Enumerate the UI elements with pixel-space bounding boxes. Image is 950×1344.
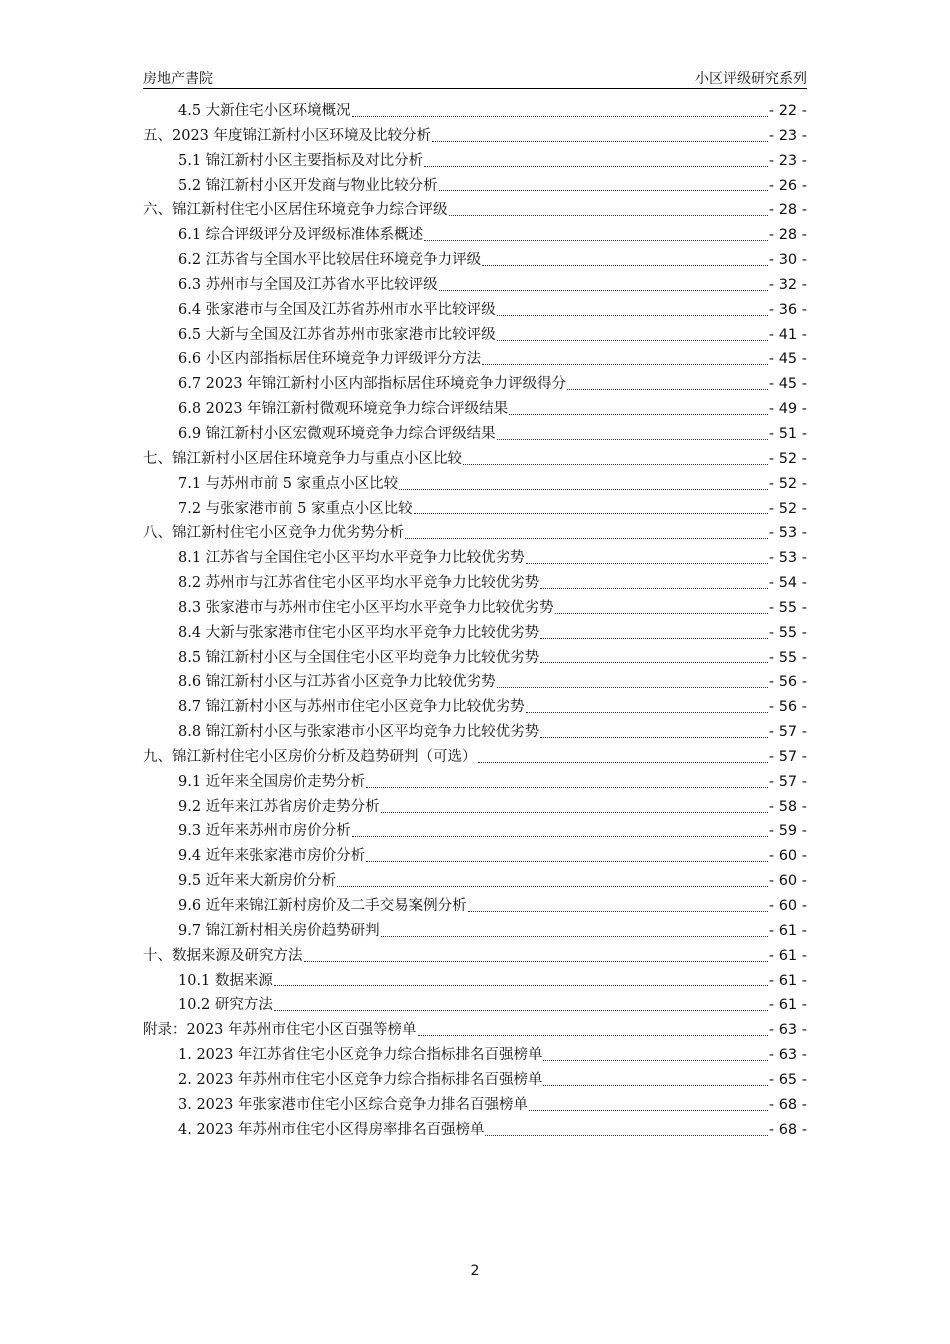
toc-leader-dots bbox=[274, 1010, 768, 1011]
toc-entry-page: - 68 - bbox=[768, 1096, 807, 1113]
toc-leader-dots bbox=[468, 911, 768, 912]
toc-leader-dots bbox=[304, 961, 768, 962]
toc-entry[interactable] bbox=[143, 745, 807, 770]
toc-entry-label: 5.1 锦江新村小区主要指标及对比分析 bbox=[178, 152, 424, 169]
toc-entry-page: - 55 - bbox=[768, 624, 807, 641]
toc-entry[interactable] bbox=[143, 298, 807, 323]
toc-leader-dots bbox=[567, 389, 768, 390]
toc-leader-dots bbox=[526, 563, 768, 564]
toc-entry-label: 五、2023 年度锦江新村小区环境及比较分析 bbox=[143, 127, 432, 144]
toc-entry-page: - 61 - bbox=[768, 997, 807, 1014]
toc-leader-dots bbox=[497, 439, 768, 440]
toc-entry[interactable] bbox=[143, 422, 807, 447]
toc-leader-dots bbox=[529, 1110, 768, 1111]
toc-entry-page: - 23 - bbox=[768, 127, 807, 144]
toc-entry-page: - 58 - bbox=[768, 798, 807, 815]
toc-entry[interactable] bbox=[143, 546, 807, 571]
toc-entry-page: - 26 - bbox=[768, 177, 807, 194]
toc-entry-label: 七、锦江新村小区居住环境竞争力与重点小区比较 bbox=[143, 450, 462, 467]
toc-entry[interactable] bbox=[143, 844, 807, 869]
toc-entry[interactable] bbox=[143, 347, 807, 372]
toc-entry-page: - 61 - bbox=[768, 922, 807, 939]
toc-entry-label: 3. 2023 年张家港市住宅小区综合竞争力排名百强榜单 bbox=[178, 1096, 528, 1113]
toc-leader-dots bbox=[540, 588, 768, 589]
toc-entry-page: - 28 - bbox=[768, 227, 807, 244]
toc-entry-label: 附录：2023 年苏州市住宅小区百强等榜单 bbox=[143, 1022, 417, 1039]
toc-entry-page: - 45 - bbox=[768, 351, 807, 368]
header-left-title: 房地产書院 bbox=[143, 71, 213, 87]
toc-leader-dots bbox=[540, 638, 768, 639]
toc-entry-page: - 22 - bbox=[768, 103, 807, 119]
toc-entry[interactable] bbox=[143, 919, 807, 944]
toc-entry-page: - 32 - bbox=[768, 276, 807, 293]
toc-entry[interactable] bbox=[143, 372, 807, 397]
toc-entry[interactable] bbox=[143, 695, 807, 720]
toc-entry-label: 8.2 苏州市与江苏省住宅小区平均水平竞争力比较优劣势 bbox=[178, 575, 540, 592]
toc-entry-label: 8.5 锦江新村小区与全国住宅小区平均竞争力比较优劣势 bbox=[178, 649, 540, 666]
toc-entry[interactable] bbox=[143, 944, 807, 969]
toc-entry-page: - 45 - bbox=[768, 376, 807, 393]
toc-entry[interactable] bbox=[143, 472, 807, 497]
toc-entry-page: - 68 - bbox=[768, 1121, 807, 1138]
toc-entry-page: - 23 - bbox=[768, 152, 807, 169]
toc-entry-label: 5.2 锦江新村小区开发商与物业比较分析 bbox=[178, 177, 438, 194]
toc-leader-dots bbox=[424, 166, 768, 167]
toc-entry-page: - 60 - bbox=[768, 873, 807, 890]
toc-entry-page: - 65 - bbox=[768, 1071, 807, 1088]
toc-entry-page: - 60 - bbox=[768, 898, 807, 914]
toc-entry-page: - 61 - bbox=[768, 947, 807, 964]
toc-entry[interactable] bbox=[143, 646, 807, 671]
toc-entry[interactable] bbox=[143, 670, 807, 695]
toc-entry[interactable] bbox=[143, 1118, 807, 1143]
header-right-title: 小区评级研究系列 bbox=[695, 71, 807, 87]
toc-entry-page: - 52 - bbox=[768, 500, 807, 517]
toc-leader-dots bbox=[485, 1135, 767, 1136]
toc-entry-page: - 28 - bbox=[768, 202, 807, 219]
toc-leader-dots bbox=[540, 737, 768, 738]
toc-entry[interactable] bbox=[143, 174, 807, 199]
toc-leader-dots bbox=[352, 116, 768, 117]
toc-entry[interactable] bbox=[143, 795, 807, 820]
toc-entry-page: - 56 - bbox=[768, 699, 807, 716]
toc-entry-label: 8.1 江苏省与全国住宅小区平均水平竞争力比较优劣势 bbox=[178, 550, 525, 567]
toc-leader-dots bbox=[543, 1060, 767, 1061]
toc-entry-label: 6.2 江苏省与全国水平比较居住环境竞争力评级 bbox=[178, 252, 482, 269]
toc-entry[interactable] bbox=[143, 149, 807, 174]
toc-entry-page: - 53 - bbox=[768, 525, 807, 542]
toc-entry-page: - 51 - bbox=[768, 425, 807, 442]
toc-entry-label: 4. 2023 年苏州市住宅小区得房率排名百强榜单 bbox=[178, 1121, 485, 1138]
toc-entry-page: - 57 - bbox=[768, 724, 807, 741]
toc-leader-dots bbox=[405, 538, 768, 539]
toc-leader-dots bbox=[482, 364, 768, 365]
toc-leader-dots bbox=[432, 141, 768, 142]
toc-entry[interactable] bbox=[143, 521, 807, 546]
toc-entry-label: 9.6 近年来锦江新村房价及二手交易案例分析 bbox=[178, 898, 467, 914]
toc-entry-label: 9.5 近年来大新房价分析 bbox=[178, 873, 337, 890]
toc-leader-dots bbox=[424, 240, 768, 241]
toc-entry-page: - 57 - bbox=[768, 748, 807, 765]
toc-leader-dots bbox=[526, 712, 768, 713]
toc-entry-page: - 63 - bbox=[768, 1022, 807, 1039]
toc-entry[interactable] bbox=[143, 869, 807, 894]
toc-entry[interactable] bbox=[143, 99, 807, 124]
toc-entry-label: 1. 2023 年江苏省住宅小区竞争力综合指标排名百强榜单 bbox=[178, 1047, 543, 1064]
toc-entry-page: - 55 - bbox=[768, 599, 807, 616]
toc-leader-dots bbox=[418, 1035, 768, 1036]
toc-entry[interactable] bbox=[143, 397, 807, 422]
toc-entry-label: 2. 2023 年苏州市住宅小区竞争力综合指标排名百强榜单 bbox=[178, 1071, 543, 1088]
toc-leader-dots bbox=[478, 762, 768, 763]
toc-entry-page: - 49 - bbox=[768, 401, 807, 418]
toc-leader-dots bbox=[352, 836, 768, 837]
toc-leader-dots bbox=[497, 315, 768, 316]
toc-entry-label: 6.3 苏州市与全国及江苏省水平比较评级 bbox=[178, 276, 438, 293]
page-header bbox=[143, 66, 807, 89]
toc-entry[interactable] bbox=[143, 273, 807, 298]
toc-entry-label: 10.1 数据来源 bbox=[178, 972, 273, 989]
toc-leader-dots bbox=[509, 414, 768, 415]
toc-entry-label: 8.6 锦江新村小区与江苏省小区竞争力比较优劣势 bbox=[178, 674, 496, 691]
toc-leader-dots bbox=[497, 687, 768, 688]
toc-entry[interactable] bbox=[143, 323, 807, 348]
toc-leader-dots bbox=[381, 936, 768, 937]
toc-entry[interactable] bbox=[143, 1018, 807, 1043]
toc-entry-page: - 55 - bbox=[768, 649, 807, 666]
toc-entry-label: 6.8 2023 年锦江新村微观环境竞争力综合评级结果 bbox=[178, 401, 509, 418]
toc-entry-page: - 60 - bbox=[768, 848, 807, 865]
toc-entry[interactable] bbox=[143, 596, 807, 621]
toc-entry-page: - 59 - bbox=[768, 823, 807, 840]
toc-entry-label: 9.3 近年来苏州市房价分析 bbox=[178, 823, 351, 840]
toc-entry[interactable] bbox=[143, 497, 807, 522]
toc-entry-label: 6.5 大新与全国及江苏省苏州市张家港市比较评级 bbox=[178, 326, 496, 343]
toc-leader-dots bbox=[274, 985, 768, 986]
toc-entry-label: 6.6 小区内部指标居住环境竞争力评级评分方法 bbox=[178, 351, 482, 368]
toc-leader-dots bbox=[414, 513, 768, 514]
toc-entry-page: - 52 - bbox=[768, 475, 807, 492]
toc-entry[interactable] bbox=[143, 447, 807, 472]
toc-entry-page: - 30 - bbox=[768, 252, 807, 269]
toc-entry[interactable] bbox=[143, 1093, 807, 1118]
toc-entry[interactable] bbox=[143, 223, 807, 248]
toc-entry-label: 九、锦江新村住宅小区房价分析及趋势研判（可选） bbox=[143, 748, 477, 765]
toc-entry[interactable] bbox=[143, 894, 807, 919]
toc-leader-dots bbox=[439, 190, 768, 191]
toc-entry-label: 8.8 锦江新村小区与张家港市小区平均竞争力比较优劣势 bbox=[178, 724, 540, 741]
toc-leader-dots bbox=[555, 613, 768, 614]
toc-leader-dots bbox=[366, 787, 768, 788]
toc-entry[interactable] bbox=[143, 969, 807, 994]
toc-entry[interactable] bbox=[143, 124, 807, 149]
toc-entry[interactable] bbox=[143, 248, 807, 273]
toc-leader-dots bbox=[381, 812, 768, 813]
toc-entry-page: - 56 - bbox=[768, 674, 807, 691]
toc-leader-dots bbox=[449, 215, 768, 216]
toc-entry[interactable] bbox=[143, 819, 807, 844]
toc-entry-page: - 63 - bbox=[768, 1047, 807, 1064]
toc-entry[interactable] bbox=[143, 993, 807, 1018]
toc-entry-page: - 41 - bbox=[768, 326, 807, 343]
toc-leader-dots bbox=[366, 861, 768, 862]
toc-entry[interactable] bbox=[143, 1043, 807, 1068]
toc-entry-label: 9.4 近年来张家港市房价分析 bbox=[178, 848, 366, 865]
toc-entry-label: 10.2 研究方法 bbox=[178, 997, 273, 1014]
toc-entry[interactable] bbox=[143, 198, 807, 223]
toc-entry-label: 9.1 近年来全国房价走势分析 bbox=[178, 773, 366, 790]
page-number: 2 bbox=[470, 1263, 480, 1279]
toc-entry-label: 6.4 张家港市与全国及江苏省苏州市水平比较评级 bbox=[178, 301, 496, 318]
toc-entry-label: 9.7 锦江新村相关房价趋势研判 bbox=[178, 922, 380, 939]
toc-leader-dots bbox=[497, 340, 768, 341]
toc-entry-page: - 61 - bbox=[768, 972, 807, 989]
toc-leader-dots bbox=[463, 464, 768, 465]
toc-entry[interactable] bbox=[143, 720, 807, 745]
table-of-contents bbox=[143, 99, 807, 1142]
toc-entry[interactable] bbox=[143, 621, 807, 646]
toc-leader-dots bbox=[543, 1085, 767, 1086]
toc-entry-label: 8.4 大新与张家港市住宅小区平均水平竞争力比较优劣势 bbox=[178, 624, 540, 641]
toc-entry-label: 十、数据来源及研究方法 bbox=[143, 947, 303, 964]
toc-entry[interactable] bbox=[143, 571, 807, 596]
toc-leader-dots bbox=[540, 662, 768, 663]
toc-entry-label: 9.2 近年来江苏省房价走势分析 bbox=[178, 798, 380, 815]
toc-entry-label: 8.7 锦江新村小区与苏州市住宅小区竞争力比较优劣势 bbox=[178, 699, 525, 716]
toc-entry-label: 4.5 大新住宅小区环境概况 bbox=[178, 103, 351, 119]
toc-entry-label: 7.1 与苏州市前 5 家重点小区比较 bbox=[178, 475, 399, 492]
toc-entry-label: 6.9 锦江新村小区宏微观环境竞争力综合评级结果 bbox=[178, 425, 496, 442]
toc-entry-page: - 54 - bbox=[768, 575, 807, 592]
toc-entry[interactable] bbox=[143, 770, 807, 795]
toc-leader-dots bbox=[399, 489, 768, 490]
toc-entry-label: 六、锦江新村住宅小区居住环境竞争力综合评级 bbox=[143, 202, 448, 219]
toc-entry-page: - 53 - bbox=[768, 550, 807, 567]
toc-leader-dots bbox=[482, 265, 768, 266]
toc-leader-dots bbox=[337, 886, 768, 887]
toc-entry-label: 6.7 2023 年锦江新村小区内部指标居住环境竞争力评级得分 bbox=[178, 376, 567, 393]
toc-entry-page: - 36 - bbox=[768, 301, 807, 318]
toc-entry-page: - 52 - bbox=[768, 450, 807, 467]
toc-entry-label: 八、锦江新村住宅小区竞争力优劣势分析 bbox=[143, 525, 404, 542]
toc-entry-label: 6.1 综合评级评分及评级标准体系概述 bbox=[178, 227, 424, 244]
toc-entry-label: 8.3 张家港市与苏州市住宅小区平均水平竞争力比较优劣势 bbox=[178, 599, 554, 616]
toc-entry-page: - 57 - bbox=[768, 773, 807, 790]
toc-entry[interactable] bbox=[143, 1068, 807, 1093]
toc-leader-dots bbox=[439, 290, 768, 291]
toc-entry-label: 7.2 与张家港市前 5 家重点小区比较 bbox=[178, 500, 413, 517]
